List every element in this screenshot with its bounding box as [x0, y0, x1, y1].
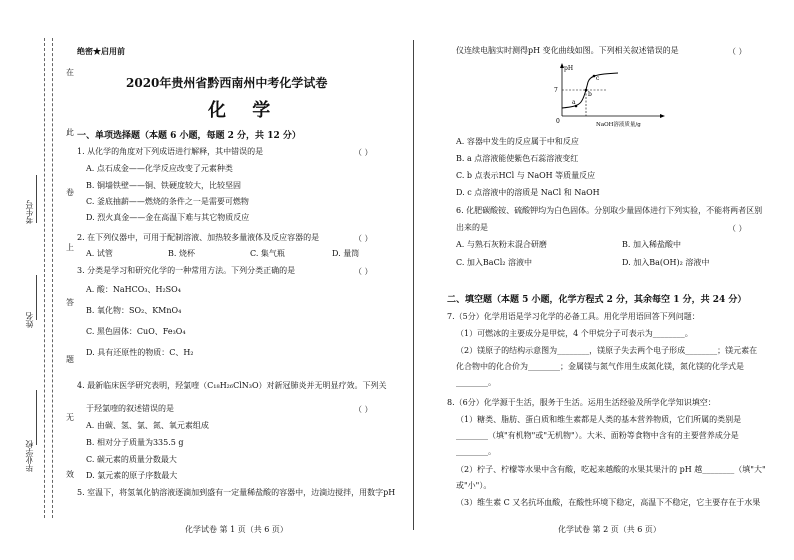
question-1: 1. 从化学的角度对下列成语进行解释，其中错误的是	[77, 147, 264, 156]
option: C. 黑色固体：CuO、Fe₃O₄	[86, 327, 186, 336]
option: A. 与熟石灰粉末混合研磨	[456, 240, 547, 249]
question-8-1-cont: ________（填"有机物"或"无机物"）。大米、面粉等食物中含有的主要营养成分是	[456, 431, 739, 440]
option: C. 碳元素的质量分数最大	[86, 455, 177, 464]
question-7-2-end: ________。	[456, 378, 496, 387]
question-8-2: （2）柠子、柠檬等水果中含有酸，吃起来越酸的水果其果汁的 pH 越________（填"大"	[456, 465, 766, 474]
option: D. 量筒	[332, 249, 360, 258]
option: B. 加入稀盐酸中	[622, 240, 681, 249]
page-footer-right: 化学试卷 第 2 页（共 6 页）	[558, 525, 661, 534]
option: D. 具有还原性的物质：C、H₂	[86, 348, 194, 357]
option: A. 酸：NaHCO₃、H₂SO₄	[86, 285, 181, 294]
option: D. c 点溶液中的溶质是 NaCl 和 NaOH	[456, 188, 600, 197]
option: A. 容器中发生的反应属于中和反应	[456, 137, 579, 146]
binding-char: 效	[66, 470, 74, 479]
question-2: 2. 在下列仪器中，可用于配制溶液、加热较多量液体及反应容器的是	[77, 233, 320, 242]
secret-label: 绝密★启用前	[77, 46, 125, 56]
option: D. 烈火真金——金在高温下难与其它物质反应	[86, 213, 250, 222]
origin-label: 0	[556, 118, 560, 125]
binding-char: 题	[66, 355, 74, 364]
option: A. 试管	[86, 249, 113, 258]
question-8-2-cont: 或"小"）。	[456, 481, 492, 490]
field-line-name	[36, 275, 37, 320]
binding-line-outer	[44, 38, 45, 518]
binding-char: 无	[66, 413, 74, 422]
section-title-1: 一、单项选择题（本题 6 小题，每题 2 分，共 12 分）	[77, 131, 301, 141]
binding-char: 上	[66, 243, 74, 252]
binding-char: 卷	[66, 188, 74, 197]
question-4-cont: 于羟氯喹的叙述错误的是	[86, 404, 174, 413]
option: B. 铜墙铁壁——铜、铁硬度较大，比较坚固	[86, 181, 241, 190]
option: C. 加入BaCl₂ 溶液中	[456, 258, 532, 267]
y-axis-label: pH	[564, 65, 574, 72]
question-6: 6. 化肥碳酸铵、硫酸钾均为白色固体。分别取少量固体进行下列实验，不能将两者区别	[456, 206, 763, 215]
point-c-label: c	[596, 75, 600, 82]
answer-parens: （ ）	[354, 405, 373, 414]
option: B. 氧化物：SO₂、KMnO₄	[86, 306, 182, 315]
point-c	[593, 75, 596, 78]
option: A. 由碳、氢、氯、氮、氧元素组成	[86, 421, 209, 430]
point-b-label: b	[588, 91, 592, 98]
binding-char: 答	[66, 298, 74, 307]
field-label-school: 毕业学校	[25, 440, 34, 472]
question-8-3: （3）维生素 C 又名抗坏血酸，在酸性环境下稳定，高温下不稳定，它主要存在于水果	[456, 498, 761, 507]
question-7-1: （1）可燃冰的主要成分是甲烷，4 个甲烷分子可表示为________。	[456, 329, 693, 338]
option: D. 加入Ba(OH)₂ 溶液中	[622, 258, 710, 267]
field-line-exam-no	[36, 175, 37, 223]
binding-char: 在	[66, 68, 74, 77]
option: B. 相对分子质量为335.5 g	[86, 438, 184, 447]
option: B. a 点溶液能使紫色石蕊溶液变红	[456, 154, 579, 163]
answer-parens: （ ）	[728, 47, 747, 56]
point-b	[585, 89, 588, 92]
question-7-2: （2）镁原子的结构示意图为________，镁原子失去两个电子形成________；镁元素在	[456, 346, 758, 355]
question-4: 4. 最新临床医学研究表明，羟氯喹（C₁₈H₂₆ClN₃O）对新冠肺炎并无明显疗效。下列关	[77, 381, 387, 390]
point-a-label: a	[572, 99, 576, 106]
question-5-cont: 仪连续电脑实时测得pH 变化曲线如图。下列相关叙述错误的是	[456, 46, 679, 55]
binding-line-inner	[52, 38, 53, 518]
field-line-school	[36, 390, 37, 445]
exam-title: 2020年贵州省黔西南州中考化学试卷	[126, 76, 328, 90]
question-6-cont: 出来的是	[456, 223, 488, 232]
answer-parens: （ ）	[354, 267, 373, 276]
question-8-1: （1）糖类、脂肪、蛋白质和维生素都是人类的基本营养物质，它们所属的类别是	[456, 415, 742, 424]
section-title-2: 二、填空题（本题 5 小题，化学方程式 2 分，其余每空 1 分，共 24 分）	[447, 295, 747, 305]
x-axis-label: NaOH溶液质量/g	[596, 122, 641, 128]
question-8-1-end: ________。	[456, 447, 496, 456]
option: A. 点石成金——化学反应改变了元素种类	[86, 164, 233, 173]
binding-char: 此	[66, 128, 74, 137]
question-5: 5. 室温下，将氢氧化钠溶液逐滴加到盛有一定量稀盐酸的容器中，边滴边搅拌，用数字pH	[77, 488, 396, 497]
question-7: 7.（5分）化学用语是学习化学的必备工具。用化学用语回答下列问题：	[447, 312, 700, 321]
field-label-exam-no: 考生号	[25, 200, 34, 224]
tick-7-label: 7	[554, 87, 558, 94]
answer-parens: （ ）	[354, 148, 373, 157]
option: C. 集气瓶	[250, 249, 285, 258]
page-divider	[413, 40, 414, 530]
ph-curve-graph	[548, 60, 688, 130]
question-8: 8.（6分）化学源于生活，服务于生活。运用生活经验及所学化学知识填空：	[447, 398, 716, 407]
subject-title: 化 学	[208, 100, 281, 121]
question-3: 3. 分类是学习和研究化学的一种常用方法。下列分类正确的是	[77, 266, 296, 275]
option: C. 釜底抽薪——燃烧的条件之一是需要可燃物	[86, 197, 249, 206]
option: D. 氯元素的原子序数最大	[86, 471, 178, 480]
answer-parens: （ ）	[728, 224, 747, 233]
question-7-2-cont: 化合物中的化合价为________；金属镁与氮气作用生成氮化镁，氮化镁的化学式是	[456, 362, 744, 371]
field-label-name: 姓名	[25, 312, 34, 328]
option: C. b 点表示HCl 与 NaOH 等质量反应	[456, 171, 596, 180]
page-footer-left: 化学试卷 第 1 页（共 6 页）	[185, 525, 288, 534]
option: B. 烧杯	[168, 249, 195, 258]
answer-parens: （ ）	[354, 234, 373, 243]
x-axis-arrow	[660, 114, 665, 118]
